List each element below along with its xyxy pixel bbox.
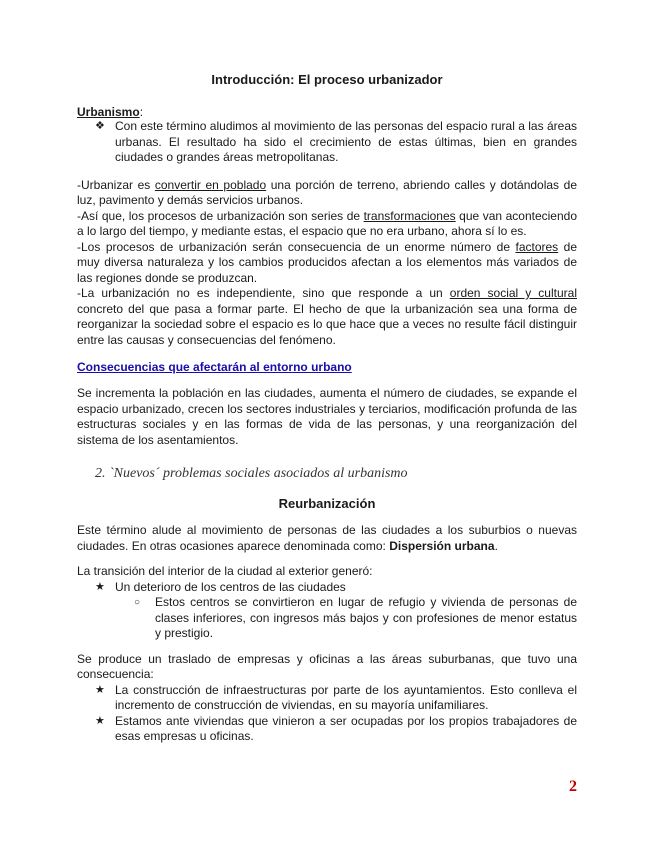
list-item: ★ Un deterioro de los centros de las ciudades	[95, 579, 346, 594]
section-2-heading: 2. `Nuevos´ problemas sociales asociados al urbanismo	[95, 466, 408, 481]
circle-bullet-icon: ○	[134, 597, 141, 608]
urbanismo-heading: Urbanismo	[77, 105, 140, 119]
list-item: ★ Estamos ante viviendas que vinieron a ser ocupadas por los propios trabajadores de esas empresas u oficinas.	[95, 713, 577, 743]
list-item: ❖ Con este término aludimos al movimiento de las personas del espacio rural a las áreas urbanas. El resultado ha sido el crecimiento de estas últimas, bien en grandes ciudades o grandes áreas metropolitanas.	[95, 119, 577, 164]
consecuencias-heading[interactable]	[77, 360, 577, 374]
reurbanizacion-title: Reurbanización	[278, 496, 376, 511]
urbanismo-list	[77, 119, 577, 166]
paragraph-reurbanizacion-intro: Este término alude al movimiento de personas de las ciudades a los suburbios o nuevas ciudades. En otras ocasiones aparece denominada como: Dispersión urbana.	[77, 523, 577, 553]
transition-sublist	[77, 595, 577, 642]
paragraph-urbanizar: -Urbanizar es convertir en poblado una porción de terreno, abriendo calles y dotándolas de luz, pavimento y demás servicios urbanos.	[77, 177, 577, 207]
star-bullet-icon: ★	[95, 683, 105, 696]
paragraph-orden-social: -La urbanización no es independiente, sino que responde a un orden social y cultural concreto del que pasa a formar parte. El hecho de que la urbanización sea una forma de reorganizar la sociedad sobre el espacio es lo que hace que a veces no resulte fácil distinguir entre las causas y consecuencias del fenómeno.	[77, 286, 577, 347]
urbanismo-heading-line: Urbanismo:	[77, 105, 144, 119]
page-content	[77, 72, 577, 745]
paragraph-transformaciones: -Así que, los procesos de urbanización son series de transformaciones que van aconteciendo a lo largo del tiempo, y mediante estas, el espacio que no era urbano, ahora sí lo es.	[77, 208, 577, 238]
list-item: ○ Estos centros se convirtieron en lugar de refugio y vivienda de personas de clases inferiores, con ingresos más bajos y con profesiones de menor estatus y prestigio.	[134, 595, 577, 640]
list-item: ★ La construcción de infraestructuras por parte de los ayuntamientos. Esto conlleva el incremento de construcción de viviendas, en su mayoría unifamiliares.	[95, 682, 577, 712]
star-bullet-icon: ★	[95, 714, 105, 727]
page-number: 2	[569, 778, 577, 795]
diamond-bullet-icon: ❖	[95, 120, 105, 132]
page-title: Introducción: El proceso urbanizador	[211, 72, 443, 87]
paragraph-transition: La transición del interior de la ciudad al exterior generó:	[77, 564, 373, 578]
paragraph-consecuencias: Se incrementa la población en las ciudades, aumenta el número de ciudades, se expande el espacio urbanizado, crecen los sectores industriales y terciarios, modificación profunda de las estructuras sociales y en las formas de vida de las personas, y una reorganización del sistema de los asentamientos.	[77, 386, 577, 447]
traslado-list	[77, 683, 577, 745]
transition-list	[77, 580, 577, 596]
consecuencias-link[interactable]: Consecuencias que afectarán al entorno urbano	[77, 360, 352, 374]
paragraph-traslado: Se produce un traslado de empresas y oficinas a las áreas suburbanas, que tuvo una consecuencia:	[77, 651, 577, 681]
paragraph-factores: -Los procesos de urbanización serán consecuencia de un enorme número de factores de muy diversa naturaleza y los cambios producidos afectan a los elementos más variados de las regiones donde se produzcan.	[77, 239, 577, 285]
star-bullet-icon: ★	[95, 580, 105, 593]
